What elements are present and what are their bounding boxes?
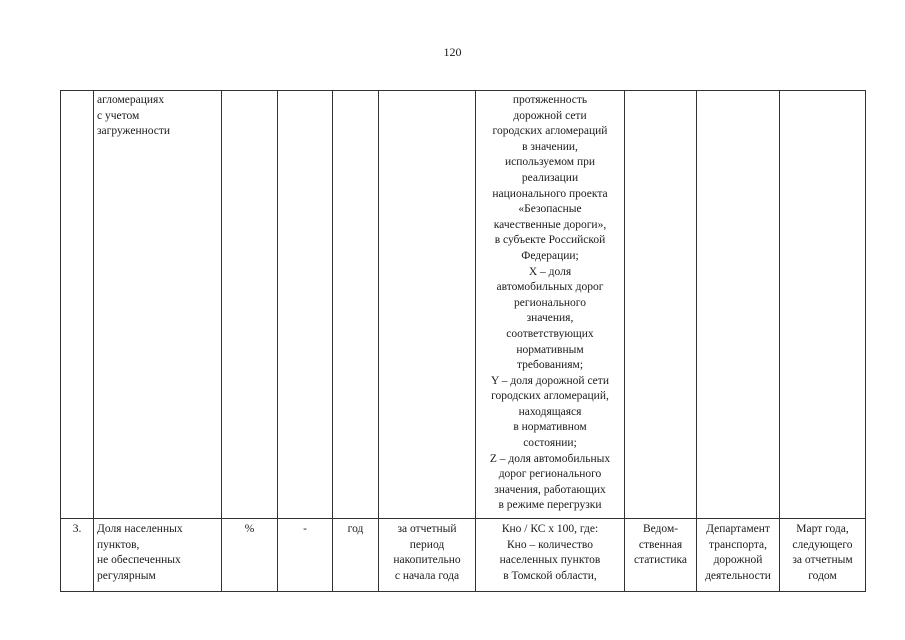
cell-unit [222, 91, 278, 519]
cell-base: - [278, 519, 333, 592]
page-number: 120 [443, 45, 462, 59]
cell-source: Ведом- ственная статистика [625, 519, 697, 592]
table-row [61, 91, 866, 519]
cell-base [278, 91, 333, 519]
cell-formula: Кно / КС х 100, где: Кно – количество населенных пунктов в Томской области, [476, 519, 625, 592]
cell-indicator-name: Доля населенных пунктов, не обеспеченных регулярным [94, 519, 222, 592]
cell-term [379, 91, 476, 519]
cell-responsible [697, 91, 780, 519]
cell-source [625, 91, 697, 519]
cell-number: 3. [61, 519, 94, 592]
cell-deadline [780, 91, 866, 519]
cell-unit: % [222, 519, 278, 592]
cell-number [61, 91, 94, 519]
cell-period [333, 91, 379, 519]
cell-indicator-name: агломерациях с учетом загруженности [94, 91, 222, 519]
cell-responsible: Департамент транспорта, дорожной деятельности [697, 519, 780, 592]
cell-formula: протяженность дорожной сети городских агломераций в значении, используемом при реализации национального проекта «Безопасные качественные дороги», в субъекте Российской Федерации; X – доля автомобильных дорог регионального значения, соответствующих нормативным требованиям; Y – доля дорожной сети городских агломераций, находящаяся в нормативном состоянии; Z – доля автомобильных дорог регионального значения, работающих в режиме перегрузки [476, 91, 625, 519]
cell-deadline: Март года, следующего за отчетным годом [780, 519, 866, 592]
table-row [61, 519, 866, 592]
indicator-table [60, 90, 866, 592]
cell-term: за отчетный период накопительно с начала года [379, 519, 476, 592]
cell-period: год [333, 519, 379, 592]
